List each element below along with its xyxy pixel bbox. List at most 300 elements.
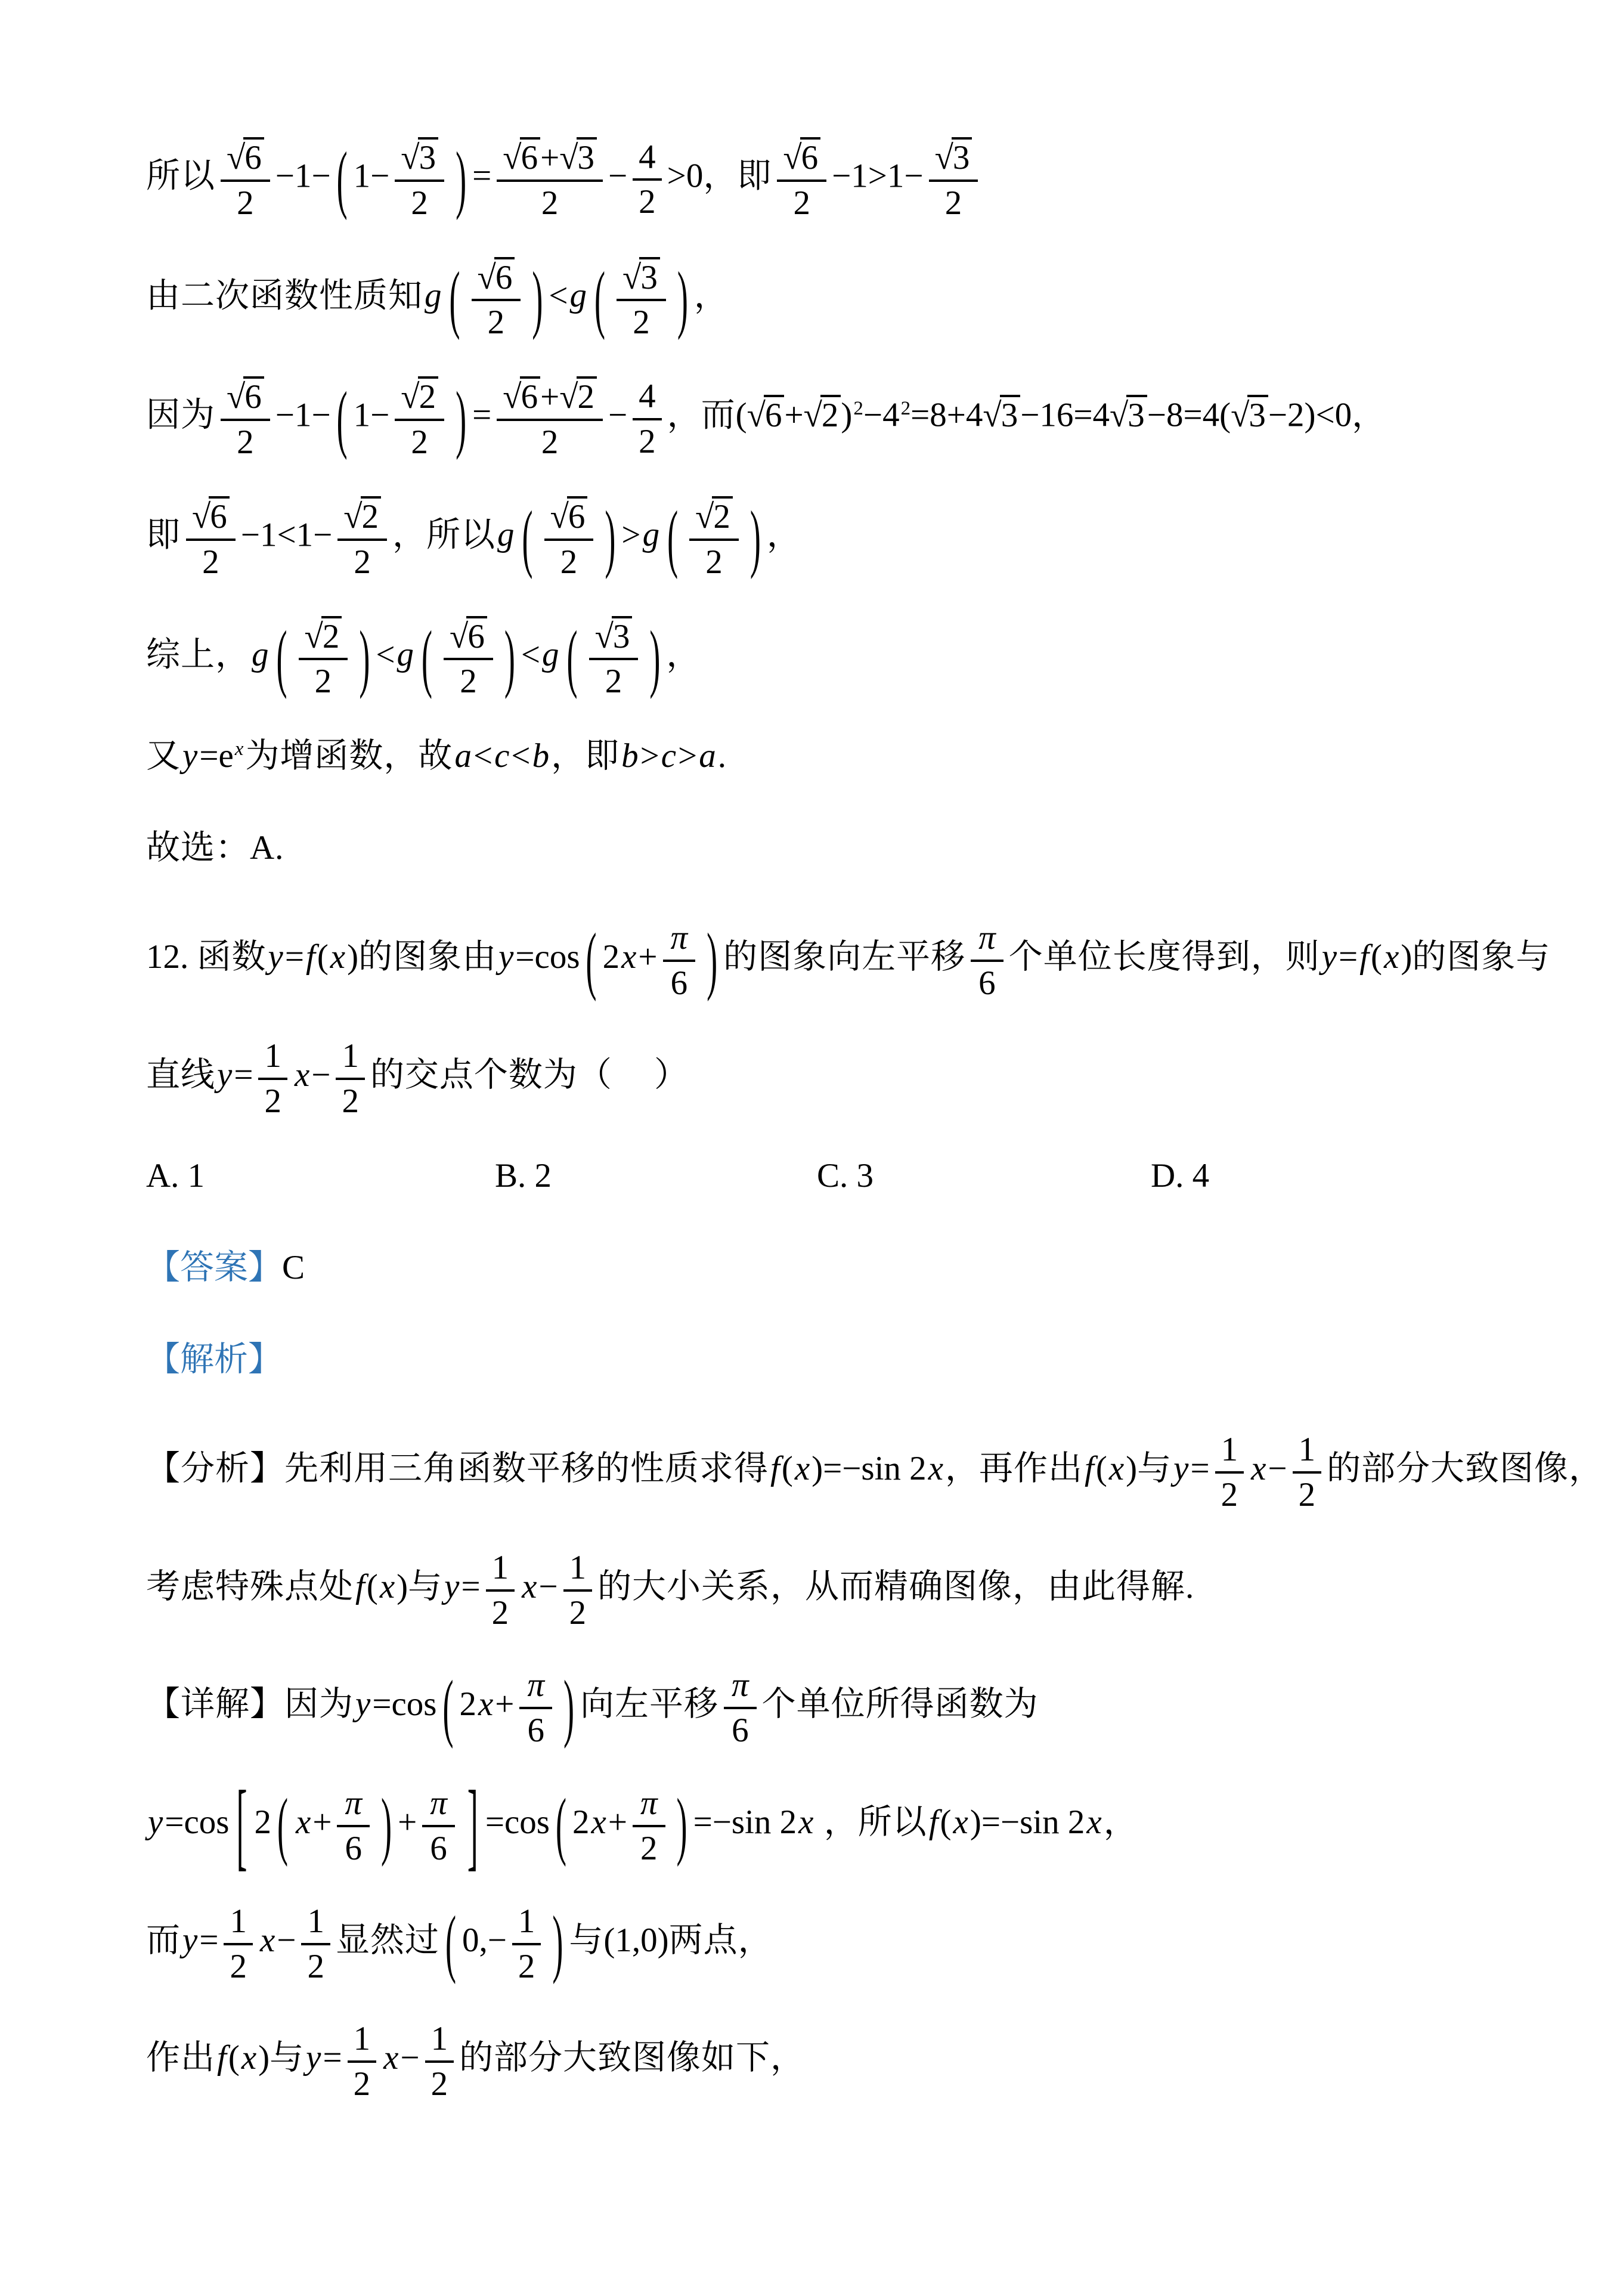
fraction	[724, 1665, 757, 1750]
fraction	[395, 375, 444, 462]
math-text: =cos	[165, 1803, 230, 1841]
numerator	[486, 1548, 515, 1592]
text: 即	[737, 157, 772, 195]
fraction	[221, 375, 270, 462]
denominator	[422, 1827, 455, 1868]
math-text: 1−	[353, 157, 390, 195]
text: 直线	[146, 1056, 215, 1094]
radicand: 3	[612, 616, 633, 655]
numerator	[395, 375, 444, 421]
text: 所以	[146, 157, 215, 195]
math-text: 6	[670, 964, 688, 1002]
numerator	[497, 136, 603, 182]
fraction	[544, 495, 594, 581]
variable: y	[182, 737, 198, 775]
variable: x	[1108, 1449, 1125, 1487]
math-text: ，	[666, 636, 701, 674]
math-text: 2	[264, 1082, 281, 1120]
big-paren: (	[522, 496, 533, 580]
radicand: 2	[418, 376, 439, 415]
math-text: (	[317, 938, 329, 976]
variable: x	[1384, 938, 1399, 976]
numerator	[425, 2019, 454, 2063]
variable: g	[252, 636, 269, 674]
variable: b	[621, 737, 639, 775]
radical-sign: √	[503, 378, 520, 416]
math-text: (	[940, 1803, 952, 1841]
variable: f	[355, 1567, 365, 1605]
radical-sign: √	[227, 378, 244, 416]
proof-step-4	[146, 495, 1504, 581]
numerator	[689, 495, 739, 541]
fraction	[337, 1783, 370, 1868]
math-text: =e	[199, 737, 234, 775]
radical-sign: √	[559, 139, 577, 177]
text: 与	[569, 1921, 604, 1959]
math-text: 2	[237, 423, 254, 462]
fraction	[444, 615, 493, 701]
variable: g	[542, 636, 559, 674]
fraction	[929, 136, 978, 222]
math-text: =cos	[485, 1803, 550, 1841]
denominator	[563, 1592, 593, 1632]
radicand: 3	[952, 137, 972, 176]
denominator	[337, 541, 387, 581]
denominator	[633, 420, 662, 461]
math-text: 2	[1221, 1475, 1238, 1514]
text: 的图象与	[1412, 938, 1551, 976]
radicand: 6	[494, 257, 515, 296]
text: 所以	[426, 516, 496, 554]
fraction	[301, 1901, 330, 1986]
text: 又	[146, 737, 181, 775]
sqrt-expression	[783, 139, 820, 177]
detail-line-1	[146, 1665, 1504, 1750]
math-text: =cos	[515, 938, 580, 976]
analysis-line-1	[146, 1429, 1604, 1514]
radical-sign: √	[192, 497, 209, 536]
radicand: 3	[1126, 395, 1147, 434]
math-text: <	[473, 737, 493, 775]
numerator	[519, 1665, 552, 1709]
big-paren: (	[336, 376, 348, 460]
radicand: 6	[209, 496, 230, 535]
big-paren: )	[749, 496, 761, 580]
variable: y	[1173, 1449, 1189, 1487]
numerator	[348, 2019, 377, 2063]
variable: b	[532, 737, 550, 775]
fraction	[617, 256, 666, 342]
sqrt-expression	[695, 498, 733, 536]
denominator	[971, 962, 1003, 1002]
sqrt-expression	[503, 378, 540, 416]
numerator	[337, 495, 387, 541]
variable: g	[425, 277, 442, 315]
fraction	[971, 918, 1003, 1002]
denominator	[633, 1827, 665, 1868]
math-text: 1	[307, 1902, 324, 1940]
big-paren: (	[276, 615, 287, 700]
variable: f	[217, 2039, 227, 2077]
text: 的大小关系，从而精确图像，由此得解.	[597, 1567, 1195, 1605]
radicand: 6	[243, 137, 264, 176]
fraction	[486, 1548, 515, 1632]
math-text: 6	[430, 1829, 447, 1867]
math-text: 2	[237, 184, 254, 222]
radical-sign: √	[550, 497, 567, 536]
variable: c	[494, 737, 510, 775]
numerator	[929, 136, 978, 182]
text: 综上，	[146, 636, 250, 674]
big-paren: (	[667, 496, 679, 580]
variable: f	[1359, 938, 1370, 976]
numerator	[1215, 1429, 1244, 1474]
fraction	[497, 375, 603, 462]
denominator	[444, 660, 493, 701]
math-text: 2	[1298, 1475, 1316, 1514]
math-text: C	[282, 1248, 305, 1286]
numerator	[395, 136, 444, 182]
math-text: 2	[459, 1685, 476, 1723]
denominator	[663, 962, 696, 1002]
variable: y	[217, 1056, 233, 1094]
variable: f	[1085, 1449, 1094, 1487]
variable: y	[306, 2039, 321, 2077]
big-bracket: [	[236, 1771, 247, 1880]
fraction	[1215, 1429, 1244, 1514]
big-paren: (	[555, 1783, 566, 1868]
sqrt-expression	[550, 498, 588, 536]
variable: π	[670, 919, 688, 957]
variable: y	[182, 1921, 198, 1959]
text: 因为	[146, 396, 215, 434]
variable: x	[522, 1567, 537, 1605]
variable: x	[330, 938, 346, 976]
radicand: 2	[820, 395, 841, 434]
jiexi-line	[146, 1338, 1504, 1382]
sqrt-expression	[559, 139, 597, 177]
math-text: 2	[541, 184, 559, 222]
math-text: +	[495, 1685, 515, 1723]
variable: x	[379, 1567, 395, 1605]
variable: f	[928, 1803, 939, 1841]
denominator	[724, 1709, 757, 1750]
radicand: 2	[321, 616, 342, 655]
math-text: 1	[353, 2020, 371, 2058]
variable: π	[640, 1784, 658, 1822]
radicand: 6	[243, 376, 264, 415]
fraction	[425, 2019, 454, 2103]
big-paren: )	[504, 615, 515, 700]
math-text: ，	[551, 737, 586, 775]
numerator	[472, 256, 521, 302]
math-text: =	[472, 396, 492, 434]
math-text: −	[538, 1567, 558, 1605]
denominator	[544, 541, 594, 581]
math-text: 1	[1298, 1431, 1316, 1469]
text: 两点，	[668, 1921, 773, 1959]
fraction	[422, 1783, 455, 1868]
math-text: −	[400, 2039, 420, 2077]
fraction	[633, 137, 662, 222]
variable: y	[498, 938, 514, 976]
denominator	[337, 1827, 370, 1868]
math-text: 2	[230, 1947, 247, 1985]
variable: g	[397, 636, 414, 674]
math-text: 2	[487, 304, 505, 342]
text: 的部分大致图像，	[1327, 1449, 1604, 1487]
math-text: −	[608, 396, 628, 434]
detail-line-3	[146, 1901, 1504, 1986]
big-paren: )	[552, 1901, 563, 1985]
radical-sign: √	[783, 139, 800, 177]
denominator	[617, 301, 666, 342]
radical-sign: √	[695, 497, 713, 536]
text: 的图象向左平移	[723, 938, 966, 976]
sqrt-expression	[305, 618, 342, 655]
text: 的交点个数为（	[370, 1056, 612, 1094]
math-text: 4	[639, 138, 656, 176]
fraction	[633, 1783, 665, 1868]
option-a: A. 1	[146, 1156, 205, 1195]
superscript: 2	[853, 397, 863, 419]
variable: y	[355, 1685, 371, 1723]
text: 即	[146, 516, 181, 554]
variable: x	[1086, 1803, 1102, 1841]
math-text: <	[521, 636, 541, 674]
answer-statement-q11	[146, 826, 1504, 870]
text: 个单位所得函数为	[761, 1685, 1039, 1723]
math-text: =	[234, 1056, 253, 1094]
sqrt-expression	[983, 397, 1020, 434]
math-text: −8=4(	[1147, 396, 1231, 434]
text: 函数	[197, 938, 267, 976]
math-text: (	[366, 1567, 378, 1605]
denominator	[519, 1709, 552, 1750]
variable: x	[621, 938, 637, 976]
option-c: C. 3	[817, 1156, 874, 1195]
denominator	[497, 182, 603, 222]
text: 与	[408, 1567, 443, 1605]
text: 而	[701, 396, 736, 434]
radical-sign: √	[1231, 396, 1248, 434]
variable: π	[345, 1784, 363, 1822]
big-paren: )	[676, 1783, 687, 1868]
math-text: )	[397, 1567, 408, 1605]
text: 考虑特殊点处	[146, 1567, 354, 1605]
numerator	[633, 1783, 665, 1827]
numerator	[663, 918, 696, 962]
denominator	[348, 2063, 377, 2103]
big-paren: (	[445, 1901, 456, 1985]
math-text: >	[621, 516, 641, 554]
variable: x	[798, 1803, 814, 1841]
big-paren: )	[563, 1665, 575, 1750]
math-text: =	[1190, 1449, 1210, 1487]
options-row	[146, 1154, 1504, 1198]
document-content	[146, 136, 1604, 2103]
denominator	[1293, 1474, 1322, 1514]
fraction	[519, 1665, 552, 1750]
math-text: 2	[342, 1082, 359, 1120]
math-text: 2	[640, 1829, 658, 1867]
variable: x	[241, 2039, 257, 2077]
math-text: −1−	[275, 396, 331, 434]
radicand: 3	[1247, 395, 1268, 434]
math-text: −	[311, 1056, 331, 1094]
math-text: 1	[230, 1902, 247, 1940]
variable: x	[794, 1449, 810, 1487]
math-text: (	[1095, 1449, 1107, 1487]
variable: y	[444, 1567, 460, 1605]
variable: c	[661, 737, 677, 775]
math-text: 2	[639, 422, 656, 460]
sqrt-expression	[478, 259, 515, 296]
math-text: 0,−	[461, 1921, 507, 1959]
math-text: 2	[560, 543, 578, 581]
big-paren: (	[277, 1783, 289, 1868]
big-paren: )	[359, 615, 370, 700]
sqrt-expression	[343, 498, 381, 536]
text: 【分析】先利用三角函数平移的性质求得	[146, 1449, 769, 1487]
math-text: =−sin 2	[693, 1803, 797, 1841]
numerator	[544, 495, 594, 541]
denominator	[589, 660, 639, 701]
math-text: (	[781, 1449, 793, 1487]
sqrt-expression	[559, 378, 597, 416]
answer-line	[146, 1246, 1504, 1290]
math-text: ，	[693, 277, 728, 315]
radicand: 3	[418, 137, 439, 176]
math-text: =	[461, 1567, 481, 1605]
variable: x	[259, 1921, 275, 1959]
radicand: 2	[577, 376, 597, 415]
math-text: 2	[518, 1947, 535, 1985]
big-paren: (	[594, 256, 606, 341]
math-text: 2	[944, 184, 962, 222]
math-text: 2	[569, 1593, 587, 1632]
section-marker: 【答案】	[146, 1248, 282, 1286]
variable: x	[296, 1803, 311, 1841]
fraction	[563, 1548, 593, 1632]
math-text: =	[199, 1921, 219, 1959]
math-text: 2	[639, 183, 656, 221]
math-text: +	[638, 938, 658, 976]
variable: x	[953, 1803, 968, 1841]
variable: x	[478, 1685, 494, 1723]
variable: π	[978, 919, 996, 957]
numerator	[422, 1783, 455, 1827]
fraction	[258, 1036, 287, 1121]
sqrt-expression	[622, 259, 660, 296]
text: 即	[585, 737, 620, 775]
fraction	[395, 136, 444, 222]
math-text: 2	[460, 663, 477, 701]
numerator	[186, 495, 236, 541]
numerator	[337, 1783, 370, 1827]
math-text: 2	[633, 304, 650, 342]
question-12-line-2	[146, 1036, 1504, 1121]
radical-sign: √	[559, 378, 577, 416]
math-text: −	[1268, 1449, 1287, 1487]
fraction	[1293, 1429, 1322, 1514]
radical-sign: √	[450, 617, 467, 655]
big-paren: )	[605, 496, 616, 580]
math-text: +	[608, 1803, 627, 1841]
variable: g	[497, 516, 515, 554]
math-text: ，	[392, 516, 427, 554]
math-text: 1−	[353, 396, 390, 434]
fraction	[689, 495, 739, 581]
denominator	[689, 541, 739, 581]
numerator	[301, 1901, 330, 1945]
math-text: −1<1−	[240, 516, 333, 554]
math-text: =	[323, 2039, 342, 2077]
numerator	[299, 615, 348, 661]
math-text: )	[1126, 1449, 1138, 1487]
variable: π	[430, 1784, 447, 1822]
radical-sign: √	[343, 497, 361, 536]
math-text: )	[1401, 938, 1413, 976]
variable: x	[294, 1056, 310, 1094]
math-text: 2	[353, 2065, 371, 2103]
sqrt-expression	[450, 618, 487, 655]
radical-sign: √	[477, 258, 494, 296]
radical-sign: √	[304, 617, 321, 655]
math-text: )	[841, 396, 853, 434]
text: 与	[270, 2039, 305, 2077]
radical-sign: √	[401, 378, 418, 416]
denominator	[258, 1080, 287, 1121]
variable: a	[699, 737, 716, 775]
text: ）	[653, 1056, 689, 1094]
fraction	[633, 376, 662, 461]
fraction	[512, 1901, 541, 1986]
text: 【详解】因为	[146, 1685, 354, 1723]
math-text: 6	[732, 1712, 749, 1750]
radicand: 6	[567, 496, 588, 535]
radical-sign: √	[934, 139, 952, 177]
math-text: −1>1−	[832, 157, 924, 195]
math-text: ，	[667, 396, 701, 434]
denominator	[486, 1592, 515, 1632]
variable: f	[770, 1449, 780, 1487]
math-text: 6	[527, 1712, 544, 1750]
math-text: 6	[978, 964, 996, 1002]
math-text: 2	[354, 543, 371, 581]
numerator	[617, 256, 666, 302]
text: 的图象由	[358, 938, 497, 976]
variable: x	[591, 1803, 606, 1841]
math-text: 1	[264, 1037, 281, 1075]
option-b: B. 2	[495, 1156, 552, 1195]
variable: x	[383, 2039, 399, 2077]
math-text: ，	[1103, 1803, 1138, 1841]
radical-sign: √	[622, 258, 640, 296]
numerator	[971, 918, 1003, 962]
sqrt-expression	[804, 397, 841, 434]
proof-conclusion	[146, 615, 1504, 701]
radical-sign: √	[747, 396, 764, 434]
math-text: 4	[639, 377, 656, 415]
big-paren: )	[707, 918, 718, 1002]
sqrt-expression	[503, 139, 540, 177]
math-text: +	[312, 1803, 332, 1841]
text: 所以	[857, 1803, 927, 1841]
math-text: =−sin 2	[981, 1803, 1085, 1841]
math-text: −	[608, 157, 628, 195]
math-text: 1	[569, 1548, 587, 1586]
